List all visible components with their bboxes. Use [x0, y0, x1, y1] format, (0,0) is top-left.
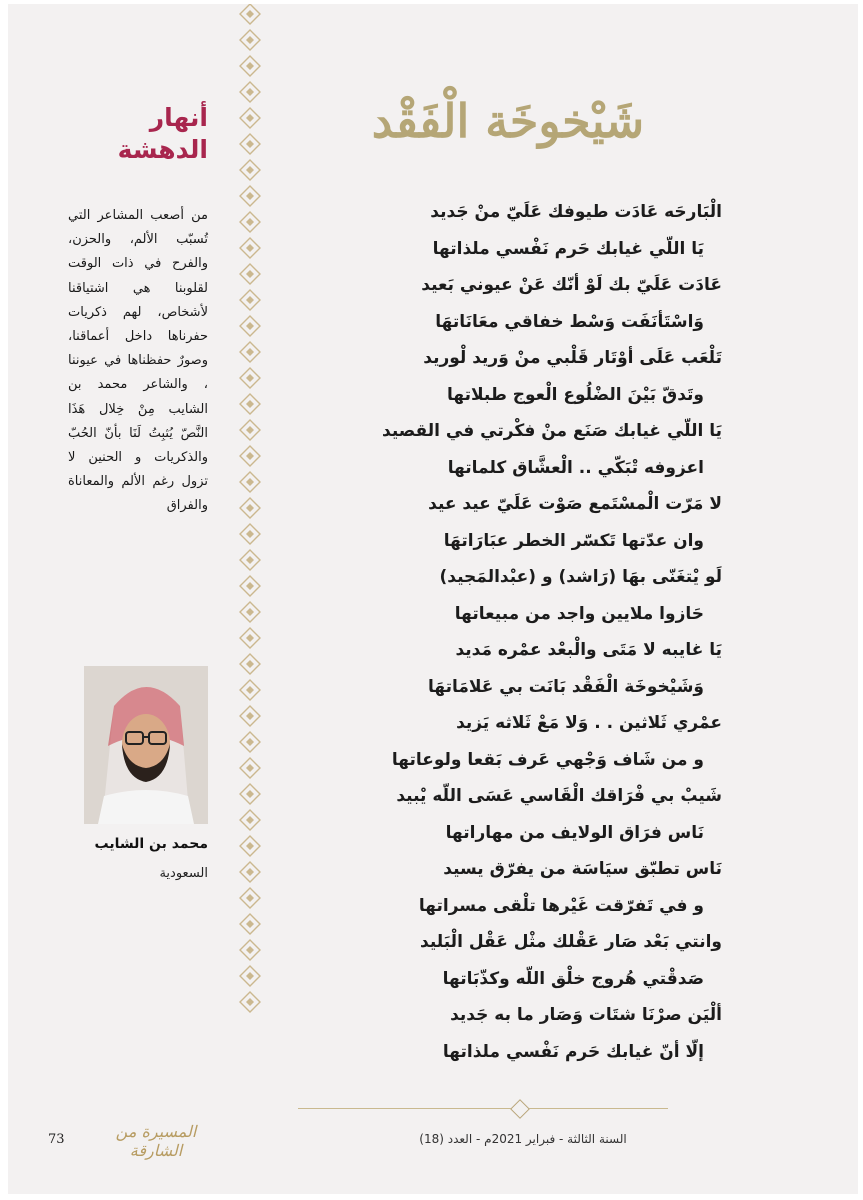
poem-line: يَا اللّي غيابك حَرم نَفْسي ملذاتها — [432, 238, 704, 259]
ornament-center — [246, 192, 254, 200]
ornament-center — [246, 10, 254, 18]
column-title-line-1: أنهار — [149, 103, 208, 132]
poem-line: إلّا أنّ غيابك حَرم نَفْسي ملذاتها — [442, 1041, 704, 1062]
ornament-center — [246, 686, 254, 694]
magazine-logo: المسيرة من الشارقة — [115, 1122, 197, 1160]
poem-line: شَيبْ بي فْرَاقك الْقَاسي عَسَى اللّه يْبيد — [396, 786, 722, 806]
poem-line: وتَدقّ بَيْنَ الضْلُوع الْعوج طبلاتها — [446, 384, 704, 405]
poem-line: نَاس فرَاق الولايف من مهاراتها — [445, 822, 704, 843]
poem-line: يَا اللّي غيابك صَنَع منْ فكْرتي في القصيد — [382, 421, 722, 441]
decorative-ornament-band — [236, 4, 264, 1024]
ornament-center — [246, 452, 254, 460]
poem-line: اعزوفه تْبَكّي .. الْعشَّاق كلماتها — [447, 457, 704, 478]
ornament-center — [246, 140, 254, 148]
ornament-center — [246, 556, 254, 564]
ornament-center — [246, 608, 254, 616]
ornament-center — [246, 530, 254, 538]
poem-line: وانتي بَعْد صَار عَقْلك مثْل عَقْل الْبَليد — [420, 932, 722, 952]
ornament-center — [246, 62, 254, 70]
column-intro-text: من أصعب المشاعر التي تُسبّب الألم، والحزن، والفرح في ذات الوقت لقلوبنا هي اشتياقنا لأشخاص، لهم ذكريات حفرناها داخل أعماقنا، وصورٌ حفظناها في عيوننا ، والشاعر محمد بن الشايب مِنْ خِلال هَذَا النَّصّ يُثبِتُ لَنَا بأنّ الحُبّ والذكريات و الحنين لا تزول رغم الألم والمعاناة والفراق — [68, 208, 208, 514]
ornament-center — [246, 374, 254, 382]
ornament-center — [246, 842, 254, 850]
poem-line: حَازوا ملايين واجد من مبيعاتها — [454, 603, 704, 624]
page-number: 73 — [48, 1132, 65, 1147]
ornament-center — [246, 998, 254, 1006]
poem-line: الْبَارحَه عَادَت طيوفك عَلَيّ منْ جَديد — [430, 202, 722, 222]
issue-info: السنة الثالثة - فبراير 2021م - العدد (18) — [419, 1132, 627, 1146]
ornament-center — [246, 894, 254, 902]
poet-country: السعودية — [159, 866, 208, 881]
poet-photo — [84, 666, 208, 824]
magazine-page — [8, 4, 858, 1194]
ornament-center — [246, 218, 254, 226]
ornament-center — [246, 114, 254, 122]
poem-line: صَدقْتي هُروج خلْق اللّه وكذّبَاتها — [442, 968, 704, 989]
ornament-center — [246, 868, 254, 876]
ornament-center — [246, 322, 254, 330]
ornament-pattern — [236, 4, 264, 1024]
poem-line: يَا غايبه لا مَتَى والْبعْد عمْره مَديد — [455, 640, 722, 660]
ornament-center — [246, 400, 254, 408]
poem-line: وَشَيْخوخَة الْفَقْد بَانَت بي عَلامَاتهَا — [427, 676, 704, 697]
poem-line: لا مَرّت الْمسْتَمع صَوْت عَلَيّ عيد عيد — [428, 494, 722, 514]
ornament-center — [246, 634, 254, 642]
ornament-center — [246, 504, 254, 512]
poem-line: عَادَت عَلَيّ بك لَوْ أنّك عَنْ عيوني بَعيد — [421, 275, 722, 295]
ornament-center — [246, 582, 254, 590]
ornament-center — [246, 88, 254, 96]
poem-line: ألْيَن صرْنَا شتَات وَصَار ما به جَديد — [450, 1005, 722, 1025]
poem-title: شَيْخوخَة الْفَقْد — [371, 94, 645, 148]
poem-line: لَو يْتغَنّى بهَا (رَاشد) و (عبْدالمَجيد) — [439, 567, 722, 587]
ornament-center — [246, 244, 254, 252]
poem-line: و من شَاف وَجْهي عَرف بَقعا ولوعاتها — [391, 749, 704, 770]
poem-line: عمْري ثَلاثين . . وَلا مَعْ ثَلاثه يَزيد — [456, 713, 722, 733]
ornament-center — [246, 790, 254, 798]
footer-diamond-ornament — [510, 1099, 530, 1119]
footer-divider — [298, 1108, 668, 1109]
poem-verses — [288, 194, 722, 1070]
ornament-center — [246, 920, 254, 928]
poem-line: نَاس تطبّق سيَاسَة من يفرّق يسيد — [443, 859, 722, 879]
ornament-center — [246, 348, 254, 356]
ornament-center — [246, 426, 254, 434]
poem-line: و في تَفرّقت غَيْرها تلْقى مسراتها — [418, 895, 704, 916]
ornament-center — [246, 946, 254, 954]
poet-name: محمد بن الشايب — [94, 836, 208, 852]
ornament-center — [246, 296, 254, 304]
poem-line: وان عدّتها تَكسّر الخطر عبَارَاتهَا — [443, 530, 704, 551]
ornament-center — [246, 36, 254, 44]
ornament-center — [246, 660, 254, 668]
ornament-center — [246, 764, 254, 772]
column-title-line-2: الدهشة — [117, 135, 208, 164]
poem-line: تَلْعَب عَلَى أوْتَار قَلْبي منْ وَريد لْوريد — [423, 348, 722, 368]
ornament-center — [246, 166, 254, 174]
ornament-center — [246, 816, 254, 824]
poem-line: وَاسْتَأنَفَت وَسْط خفاقي معَانَاتهَا — [435, 311, 704, 332]
ornament-center — [246, 270, 254, 278]
ornament-center — [246, 712, 254, 720]
ornament-center — [246, 478, 254, 486]
ornament-center — [246, 738, 254, 746]
ornament-center — [246, 972, 254, 980]
column-title — [78, 102, 208, 166]
